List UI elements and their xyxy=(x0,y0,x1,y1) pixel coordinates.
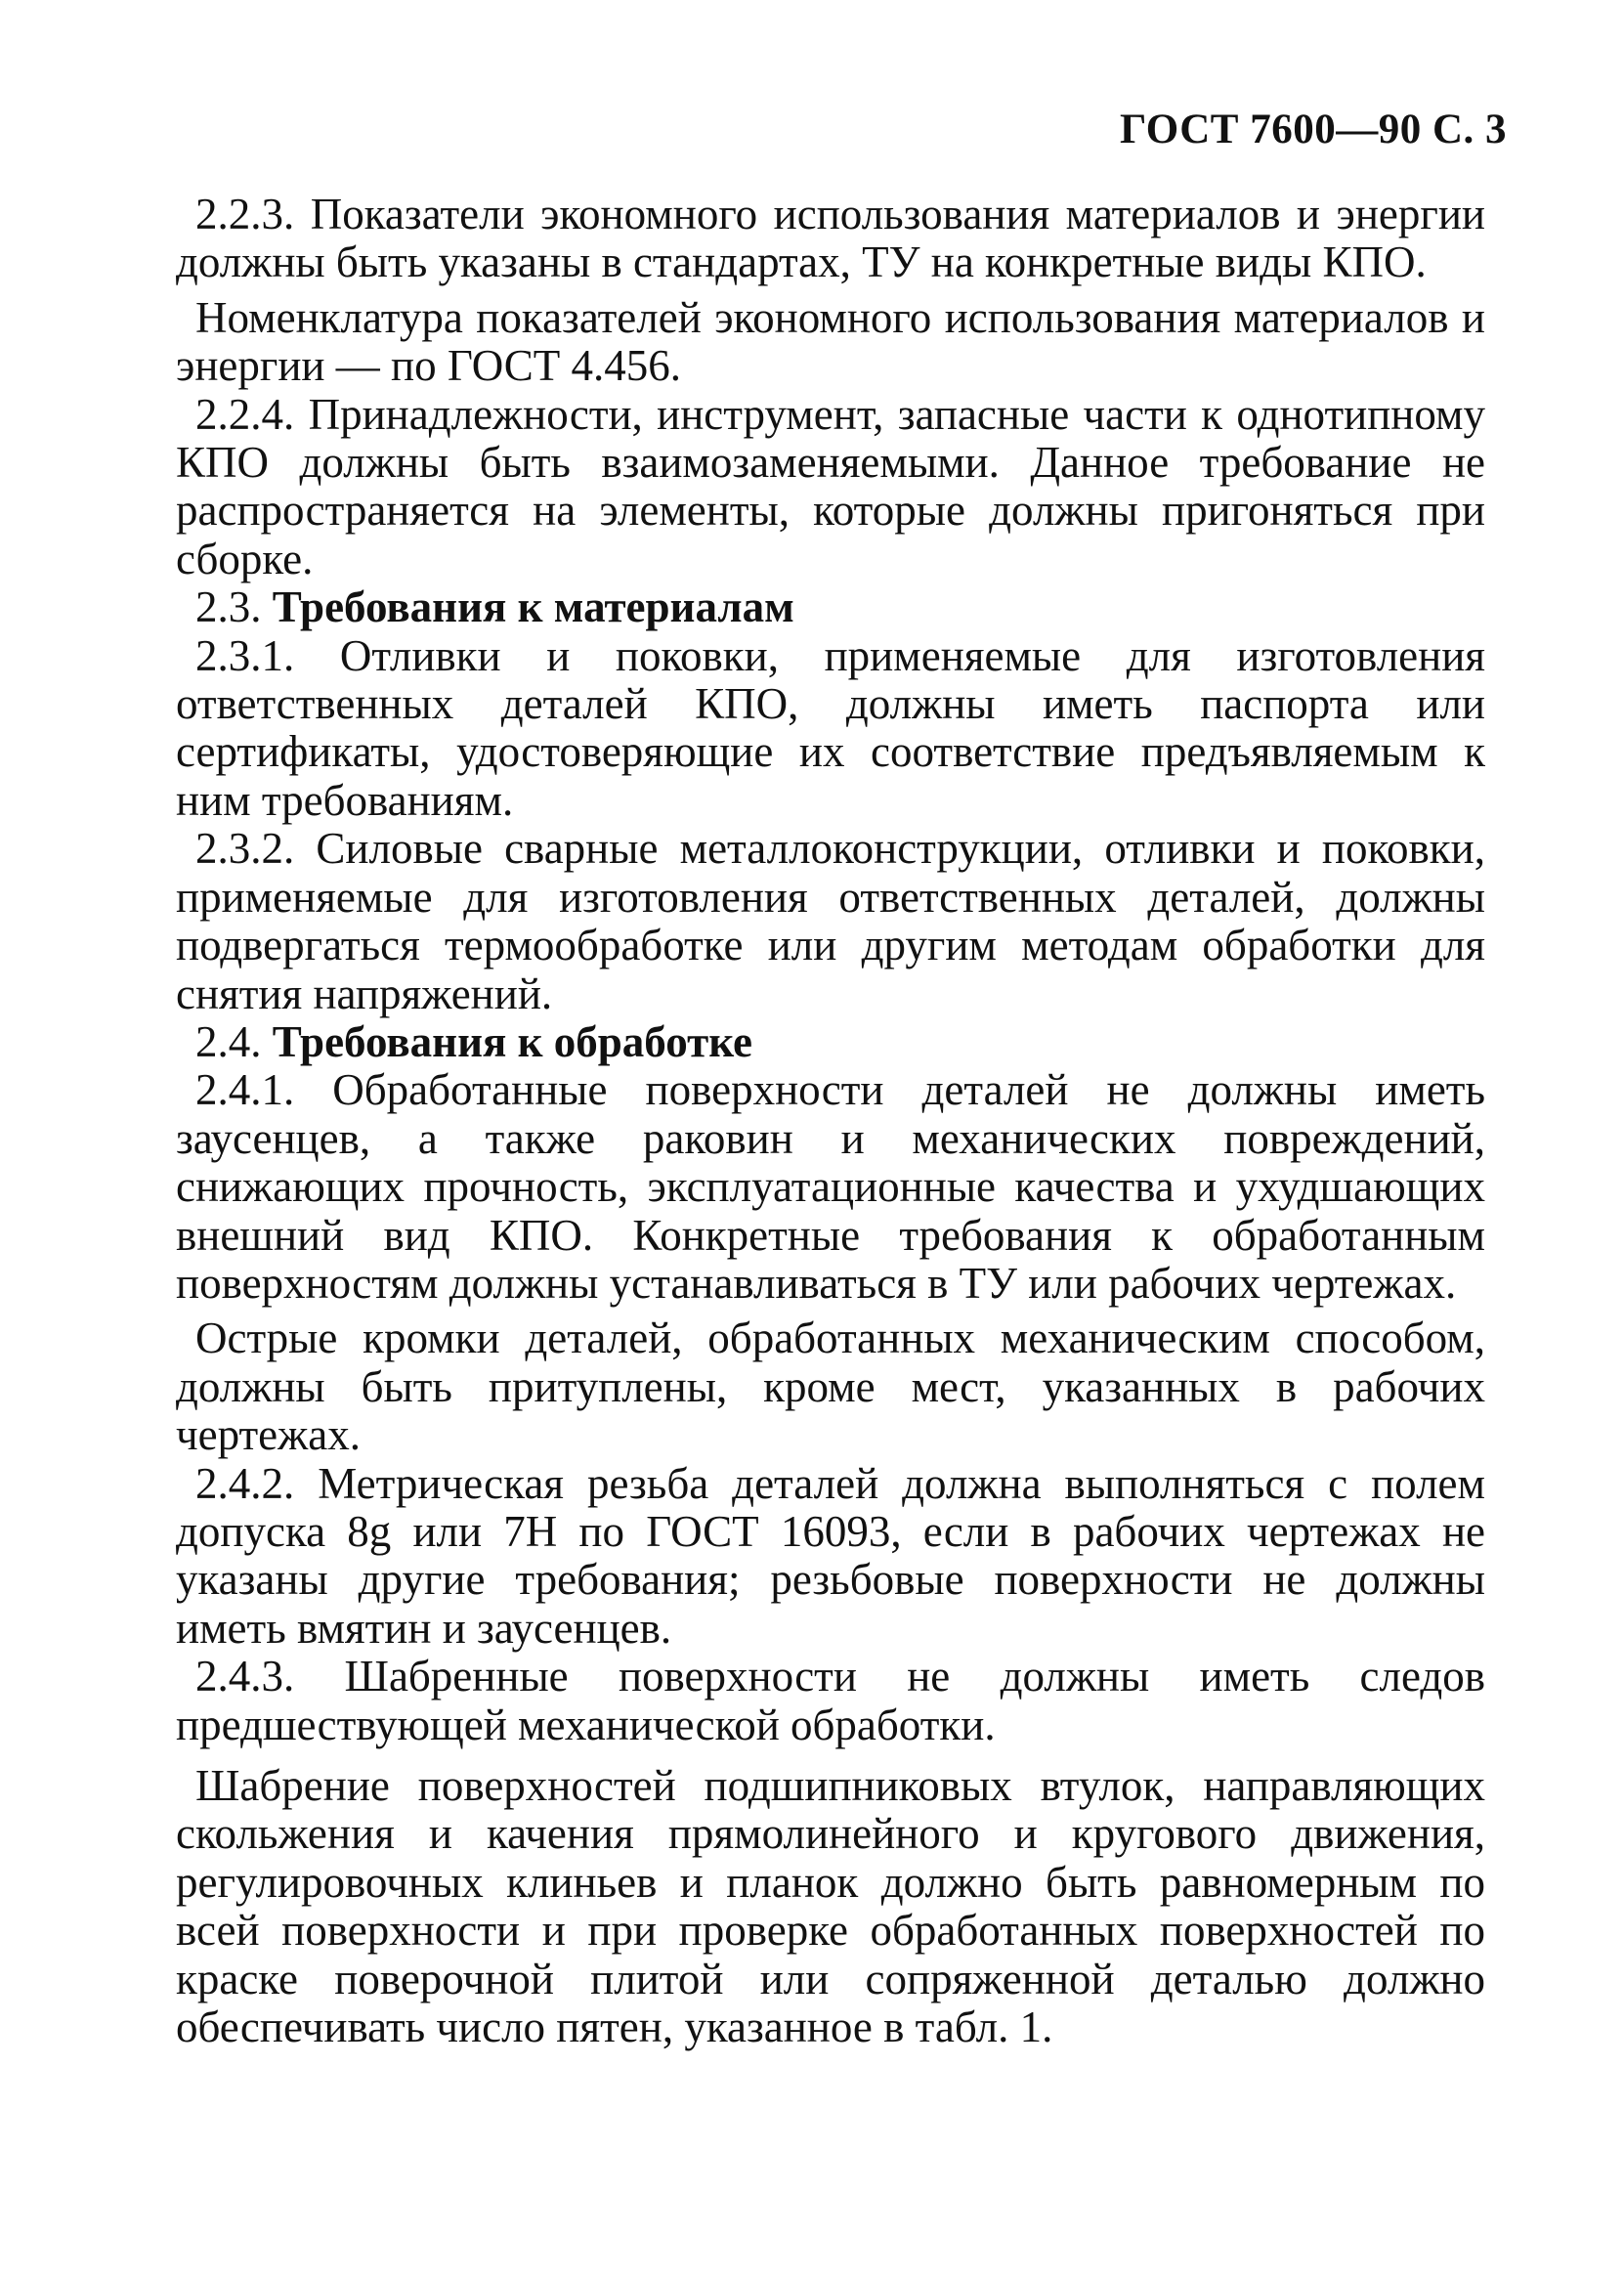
paragraph-2-4-1: 2.4.1. Обработанные поверхности деталей не должны иметь заусенцев, а также раковин и механических повреждений, снижающих прочность, эксплуатационные качества и ухудшающих внешний вид КПО. Конкретные требования к обработанным поверхностям должны устанавливаться в ТУ или рабочих чертежах. xyxy=(176,1065,1485,1308)
paragraph-nomenclature: Номенклатура показателей экономного использования материалов и энергии — по ГОСТ 4.456. xyxy=(176,292,1485,391)
paragraph-2-4-2: 2.4.2. Метрическая резьба деталей должна выполняться с полем допуска 8g или 7Н по ГОСТ 16093, если в рабочих чертежах не указаны другие требования; резьбовые поверхности не должны иметь вмятин и заусенцев. xyxy=(176,1458,1485,1653)
section-title: Требования к обработке xyxy=(272,1016,752,1066)
body-text xyxy=(176,191,1485,2051)
paragraph-2-2-3: 2.2.3. Показатели экономного использования материалов и энергии должны быть указаны в стандартах, ТУ на конкретные виды КПО. xyxy=(176,190,1485,287)
paragraph-sharp-edges: Острые кромки деталей, обработанных механическим способом, должны быть притуплены, кроме мест, указанных в рабочих чертежах. xyxy=(176,1313,1485,1460)
section-number: 2.3. xyxy=(195,582,262,632)
paragraph-2-3-2: 2.3.2. Силовые сварные металлоконструкции, отливки и поковки, применяемые для изготовления ответственных деталей, должны подвергаться термообработке или другим методам обработки для снятия напряжений. xyxy=(176,824,1485,1018)
paragraph-2-4-3: 2.4.3. Шабренные поверхности не должны иметь следов предшествующей механической обработки. xyxy=(176,1652,1485,1749)
section-title: Требования к материалам xyxy=(272,582,794,632)
paragraph-2-3-1: 2.3.1. Отливки и поковки, применяемые для изготовления ответственных деталей КПО, должны иметь паспорта или сертификаты, удостоверяющие их соответствие предъявляемым к ним требованиям. xyxy=(176,630,1485,825)
paragraph-scraping: Шабрение поверхностей подшипниковых втулок, направляющих скольжения и качения прямолинейного и кругового движения, регулировочных клиньев и планок должно быть равномерным по всей поверхности и при проверке обработанных поверхностей по краске поверочной плитой или сопряженной деталью должно обеспечивать число пятен, указанное в табл. 1. xyxy=(176,1761,1485,2052)
paragraph-2-2-4: 2.2.4. Принадлежности, инструмент, запасные части к однотипному КПО должны быть взаимозаменяемыми. Данное требование не распространяется на элементы, которые должны пригоняться при сборке. xyxy=(176,389,1485,583)
section-heading-2-4 xyxy=(176,1018,1485,1066)
section-heading-2-3 xyxy=(176,583,1485,631)
running-head: ГОСТ 7600—90 С. 3 xyxy=(1119,107,1507,152)
section-number: 2.4. xyxy=(195,1016,262,1066)
